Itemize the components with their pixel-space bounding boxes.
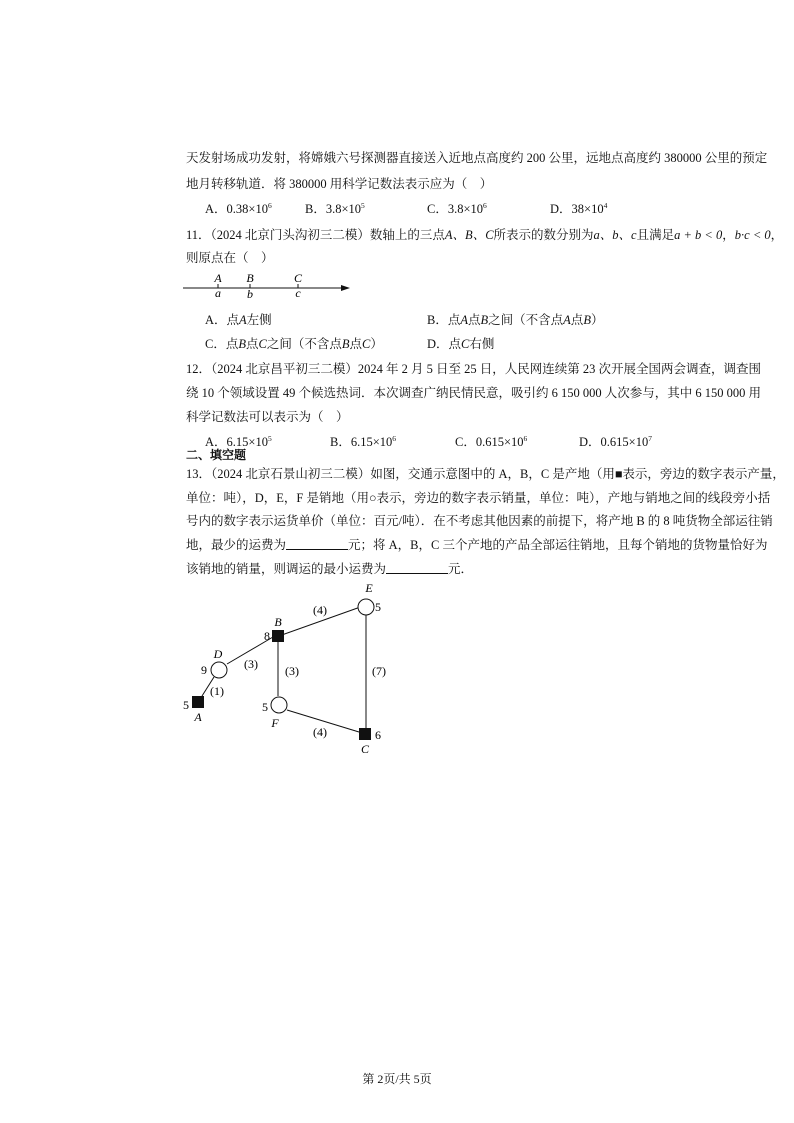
q12-option-d[interactable]: D．$0.615\times 10^7$ <box>579 434 652 449</box>
q10-option-d[interactable]: D．$38\times 10^4$ <box>550 201 608 216</box>
node-A-square <box>192 696 204 708</box>
value-label-a: a <box>215 286 221 300</box>
node-D-amount: 9 <box>201 663 207 677</box>
node-D-circle <box>211 662 227 678</box>
q12-option-a[interactable]: A．$6.15\times 10^5$ <box>205 434 272 449</box>
node-E-amount: 5 <box>375 600 381 614</box>
node-C-square <box>359 728 371 740</box>
q11-line-2: 则原点在（ ） <box>186 251 274 265</box>
node-E-letter: E <box>365 581 373 595</box>
edge-B-F-cost: (3) <box>285 664 299 678</box>
q13-line-2: 单位：吨），D，E，F 是销地（用○表示，旁边的数字表示销量，单位：吨），产地与销地之间的线段旁小括 <box>186 491 771 505</box>
page-footer: 第 2页/共 5页 <box>362 1072 432 1086</box>
node-B-letter: B <box>274 615 282 629</box>
q13-line-3: 号内的数字表示运货单价（单位：百元/吨）．在不考虑其他因素的前提下，将产地 B 的 8 吨货物全部运往销 <box>186 514 773 528</box>
value-label-b: b <box>247 287 253 301</box>
q12-line-3: 科学记数法可以表示为（ ） <box>186 410 349 424</box>
node-D-letter: D <box>213 647 223 661</box>
node-C-letter: C <box>360 742 370 756</box>
node-B-square <box>272 630 284 642</box>
node-F-letter: F <box>271 716 279 730</box>
node-F-amount: 5 <box>262 700 268 714</box>
intro-line-1: 天发射场成功发射，将嫦娥六号探测器直接送入近地点高度约 200 公里，远地点高度约 380000 公里的预定 <box>186 151 768 165</box>
q12-line-2: 绕 10 个领域设置 49 个候选热词．本次调查广纳民情民意，吸引约 6 150 000 人次参与，其中 6 150 000 用 <box>186 386 762 400</box>
q13-line-5: 该销地的销量，则调运的最小运费为 元． <box>186 562 474 576</box>
node-B-amount: 8 <box>264 629 270 643</box>
q10-option-a[interactable]: A．$0.38\times 10^6$ <box>205 201 272 216</box>
node-F-circle <box>271 697 287 713</box>
q11-line-1: 11．（2024 北京门头沟初三二模）数轴上的三点A、B、C所表示的数分别为a、b、c且满足a + b < 0，b·c < 0， <box>186 228 784 242</box>
q11-option-a[interactable]: A．点A左侧 <box>205 313 272 327</box>
answer-blank-1[interactable] <box>286 538 348 550</box>
point-label-B: B <box>246 271 254 285</box>
edge-E-C-cost: (7) <box>372 664 386 678</box>
q12-option-c[interactable]: C．$0.615\times 10^6$ <box>455 434 528 449</box>
intro-line-2: 地月转移轨道．将 380000 用科学记数法表示应为（ ） <box>186 177 493 191</box>
edge-D-B-cost: (3) <box>244 657 258 671</box>
node-A-amount: 5 <box>183 698 189 712</box>
value-label-c: c <box>295 286 301 300</box>
q13-line-1: 13．（2024 北京石景山初三二模）如图，交通示意图中的 A，B，C 是产地（用■表示，旁边的数字表示产量， <box>186 467 785 481</box>
q12-option-b[interactable]: B．$6.15\times 10^6$ <box>330 434 397 449</box>
q11-option-c[interactable]: C．点B点C之间（不含点B点C） <box>205 337 383 351</box>
q13-line-4: 地，最少的运费为 元；将 A，B，C 三个产地的产品全部运往销地，且每个销地的货物量恰好为 <box>186 538 768 552</box>
q11-option-b[interactable]: B．点A点B之间（不含点A点B） <box>427 313 604 327</box>
q12-line-1: 12．（2024 北京昌平初三二模）2024 年 2 月 5 日至 25 日，人民网连续第 23 次开展全国两会调查，调查围 <box>186 362 762 376</box>
answer-blank-2[interactable] <box>386 562 448 574</box>
edge-A-D-cost: (1) <box>210 684 224 698</box>
q11-option-d[interactable]: D．点C右侧 <box>427 337 495 351</box>
edge-B-E-cost: (4) <box>313 603 327 617</box>
transport-diagram <box>175 578 395 760</box>
q10-option-c[interactable]: C．$3.8\times 10^6$ <box>427 201 487 216</box>
q10-option-b[interactable]: B．$3.8\times 10^5$ <box>305 201 365 216</box>
point-label-A: A <box>214 271 222 285</box>
number-line-arrow <box>341 285 350 291</box>
node-A-letter: A <box>194 710 202 724</box>
point-label-C: C <box>293 271 303 285</box>
number-line <box>180 268 355 302</box>
section-heading: 二、填空题 <box>186 448 247 462</box>
edge-F-C-cost: (4) <box>313 725 327 739</box>
node-E-circle <box>358 599 374 615</box>
node-C-amount: 6 <box>375 728 381 742</box>
